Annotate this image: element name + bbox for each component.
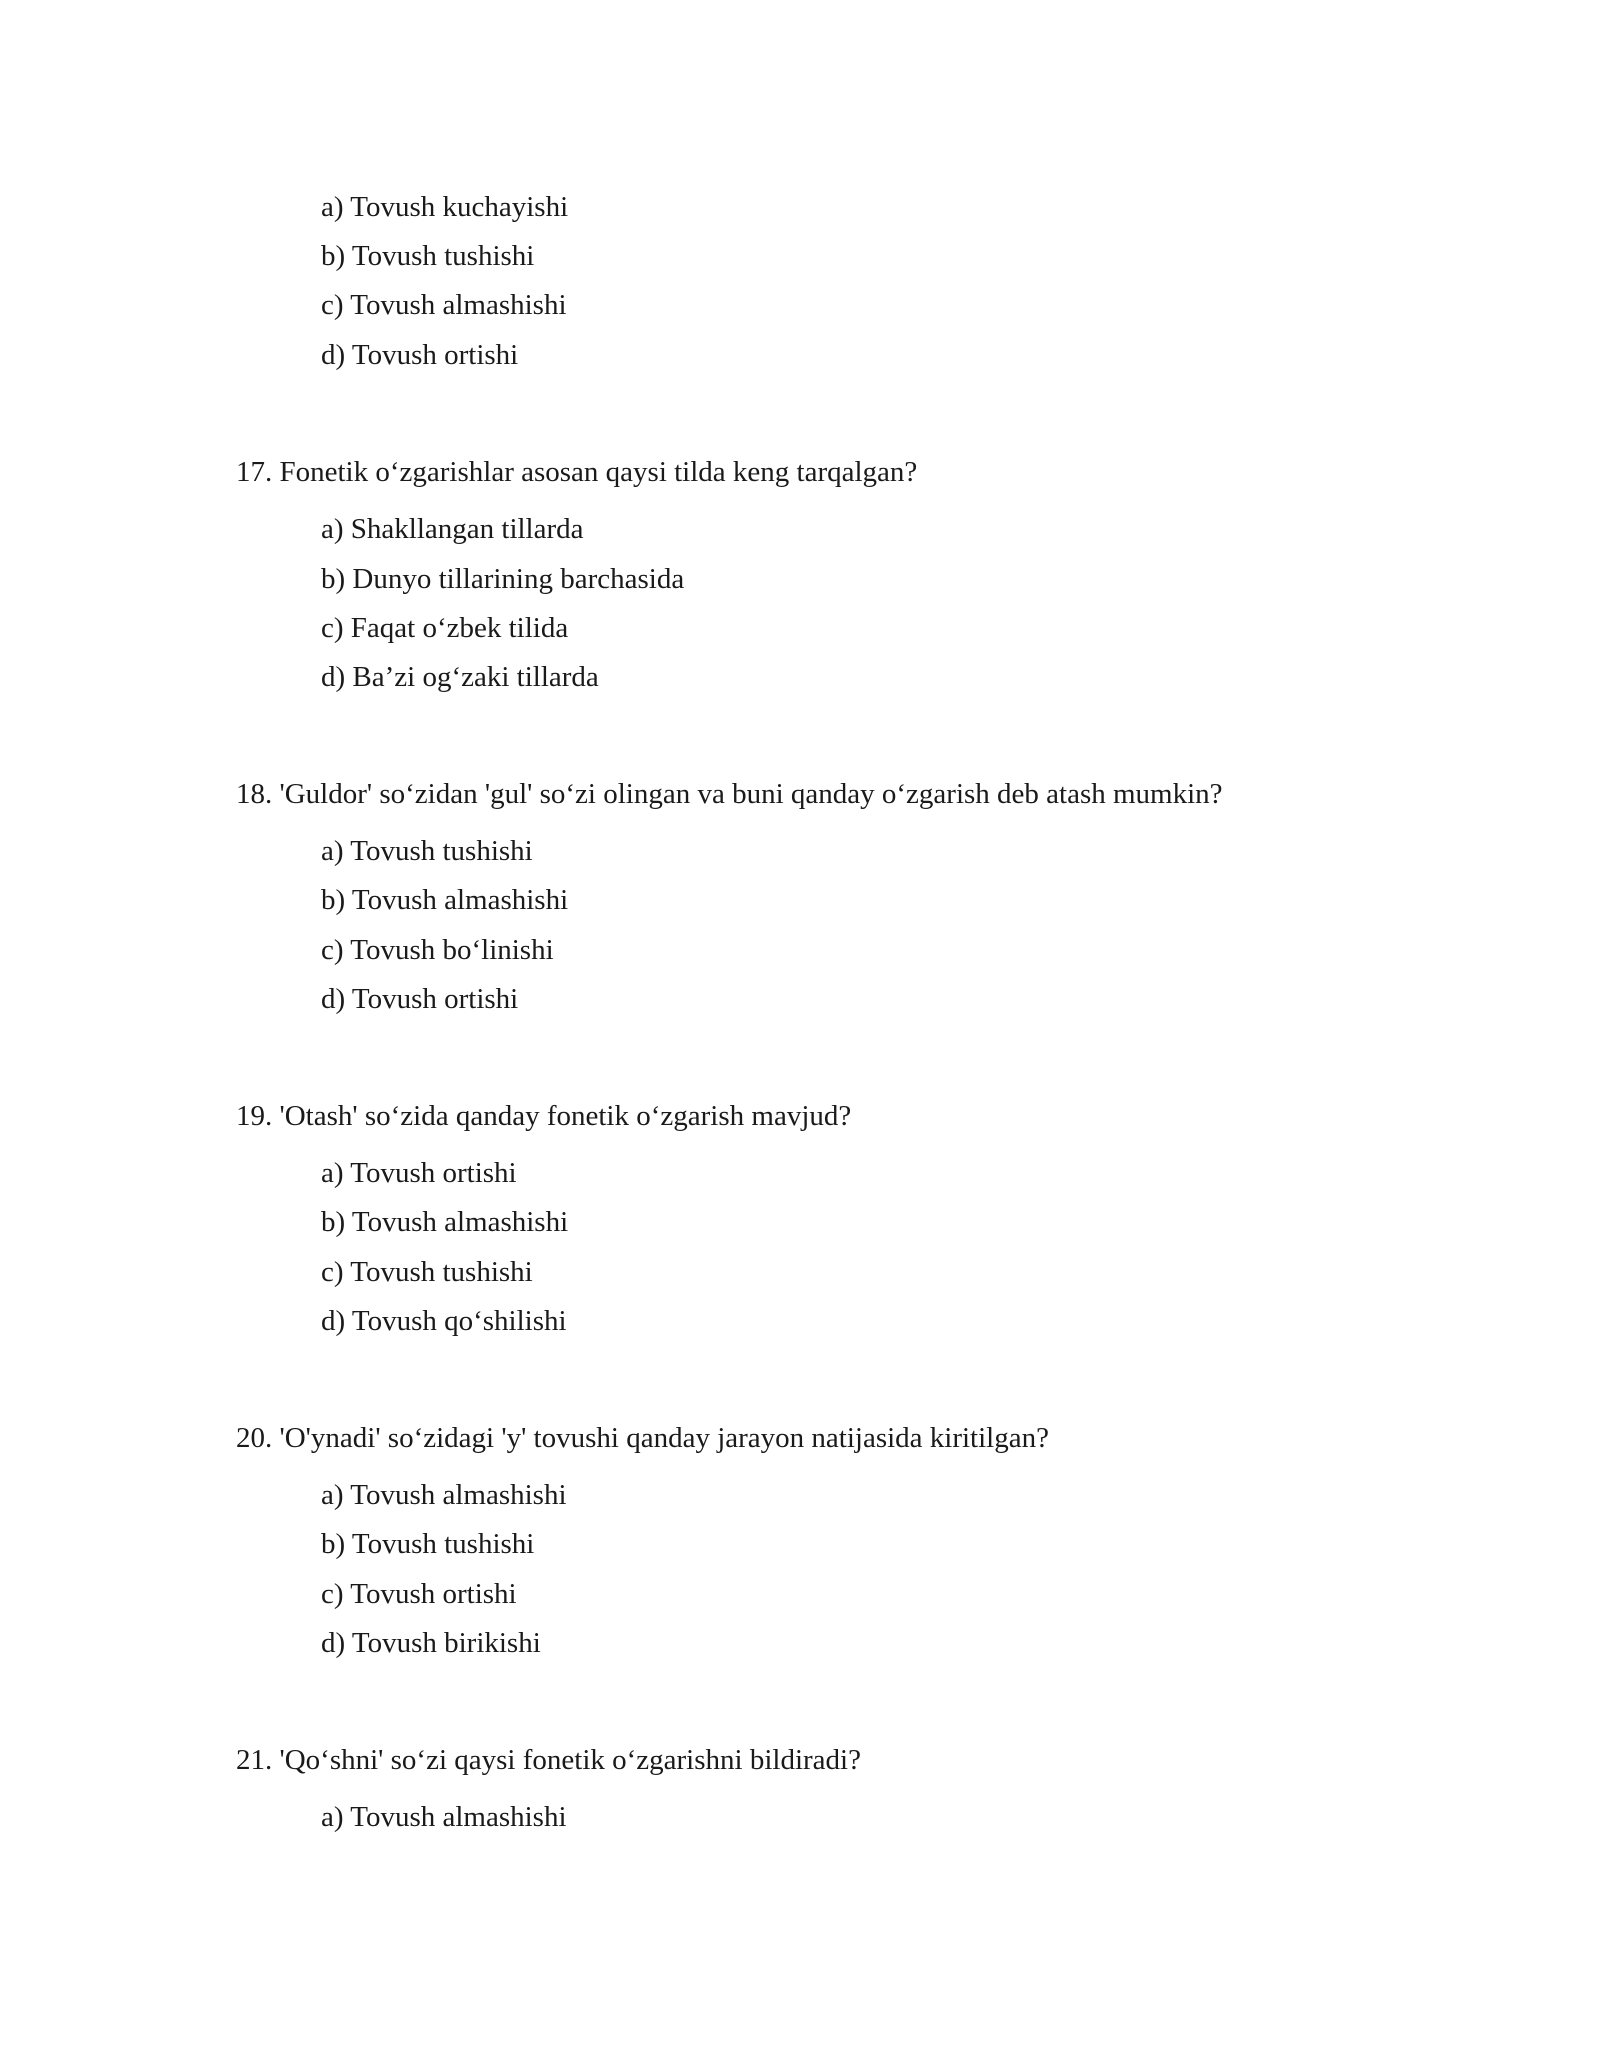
option-text: a) Tovush almashishi xyxy=(321,1479,567,1511)
option-text: c) Tovush almashishi xyxy=(321,289,567,321)
option-text: a) Shakllangan tillarda xyxy=(321,513,584,545)
option-text: a) Tovush kuchayishi xyxy=(321,191,569,223)
question-text: 21. 'Qo‘shni' so‘zi qaysi fonetik o‘zgarishni bildiradi? xyxy=(236,1744,861,1776)
option-text: b) Tovush tushishi xyxy=(321,240,535,272)
question-text: 17. Fonetik o‘zgarishlar asosan qaysi tilda keng tarqalgan? xyxy=(236,456,918,488)
question-text: 20. 'O'ynadi' so‘zidagi 'y' tovushi qanday jarayon natijasida kiritilgan? xyxy=(236,1422,1049,1454)
question-text: 19. 'Otash' so‘zida qanday fonetik o‘zgarish mavjud? xyxy=(236,1100,852,1132)
option-text: b) Tovush tushishi xyxy=(321,1528,535,1560)
option-text: c) Tovush bo‘linishi xyxy=(321,934,554,966)
option-text: d) Tovush qo‘shilishi xyxy=(321,1305,567,1337)
option-text: c) Faqat o‘zbek tilida xyxy=(321,612,569,644)
option-text: d) Tovush ortishi xyxy=(321,339,519,371)
option-text: a) Tovush tushishi xyxy=(321,835,533,867)
question-text: 18. 'Guldor' so‘zidan 'gul' so‘zi olingan va buni qanday o‘zgarish deb atash mumkin? xyxy=(236,778,1223,810)
option-text: b) Tovush almashishi xyxy=(321,1206,569,1238)
option-text: b) Dunyo tillarining barchasida xyxy=(321,563,685,595)
option-text: c) Tovush tushishi xyxy=(321,1256,533,1288)
option-text: a) Tovush ortishi xyxy=(321,1157,517,1189)
option-text: b) Tovush almashishi xyxy=(321,884,569,916)
option-text: a) Tovush almashishi xyxy=(321,1801,567,1833)
option-text: c) Tovush ortishi xyxy=(321,1578,517,1610)
option-text: d) Tovush ortishi xyxy=(321,983,519,1015)
option-text: d) Ba’zi og‘zaki tillarda xyxy=(321,661,599,693)
option-text: d) Tovush birikishi xyxy=(321,1627,541,1659)
